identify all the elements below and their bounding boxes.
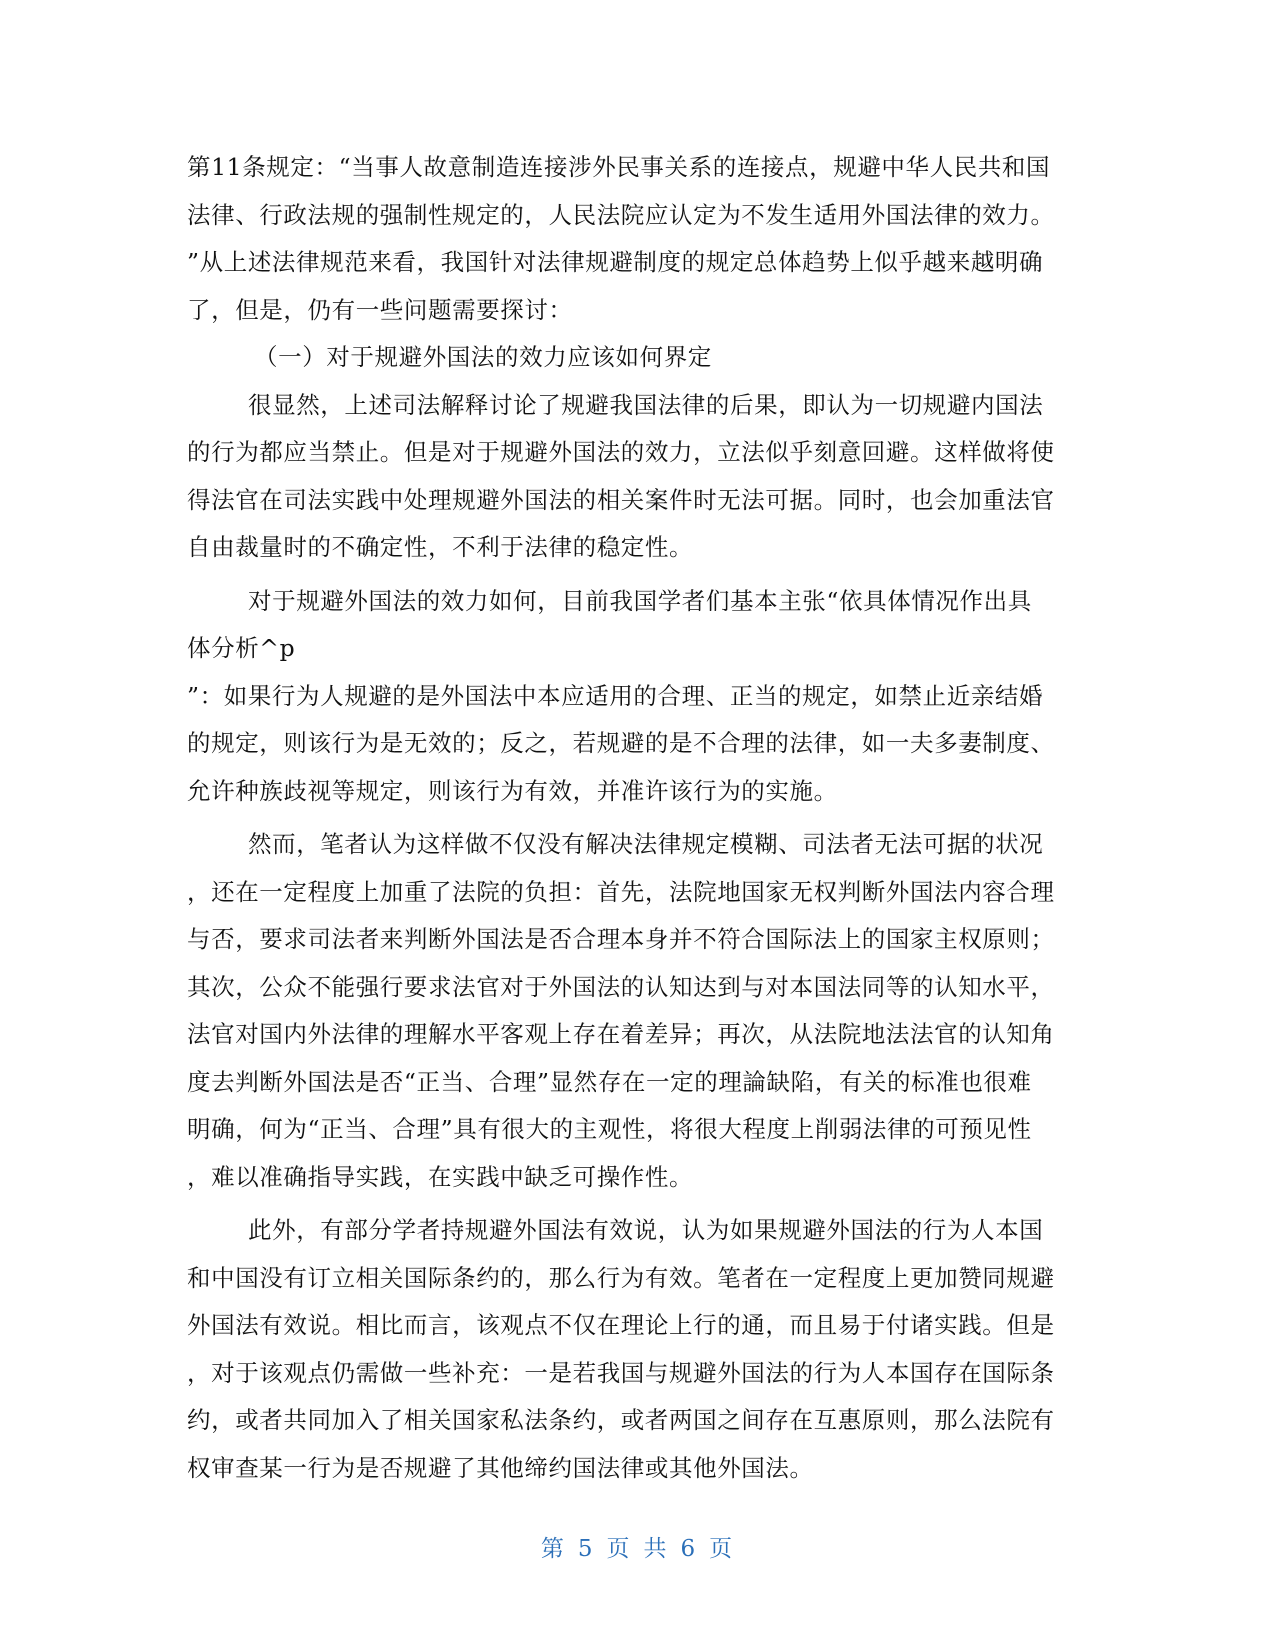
body-line: 很显然，上述司法解释讨论了规避我国法律的后果，即认为一切规避内国法	[248, 390, 1044, 419]
page-footer	[0, 1530, 1275, 1563]
body-line: 的规定，则该行为是无效的；反之，若规避的是不合理的法律，如一夫多妻制度、	[187, 729, 1055, 757]
body-line: 其次，公众不能强行要求法官对于外国法的认知达到与对本国法同等的认知水平，	[187, 972, 1055, 1001]
body-line: 得法官在司法实践中处理规避外国法的相关案件时无法可据。同时，也会加重法官	[187, 485, 1055, 514]
footer-suffix: 页	[709, 1536, 735, 1562]
body-line: ，还在一定程度上加重了法院的负担：首先，法院地国家无权判断外国法内容合理	[187, 877, 1055, 906]
body-line: 与否，要求司法者来判断外国法是否合理本身并不符合国际法上的国家主权原则；	[187, 925, 1055, 953]
body-line: 度去判断外国法是否“正当、合理”显然存在一定的理論缺陷，有关的标准也很难	[187, 1067, 1032, 1096]
body-line: 了，但是，仍有一些问题需要探讨：	[187, 295, 573, 324]
body-line: 自由裁量时的不确定性，不利于法律的稳定性。	[187, 533, 694, 561]
body-line: 此外，有部分学者持规避外国法有效说，认为如果规避外国法的行为人本国	[248, 1216, 1044, 1244]
body-line: 法官对国内外法律的理解水平客观上存在着差异；再次，从法院地法法官的认知角	[187, 1020, 1055, 1048]
body-line: 的行为都应当禁止。但是对于规避外国法的效力，立法似乎刻意回避。这样做将使	[187, 438, 1055, 466]
body-line: 明确，何为“正当、合理”具有很大的主观性，将很大程度上削弱法律的可预见性	[187, 1115, 1032, 1143]
body-line: 和中国没有订立相关国际条约的，那么行为有效。笔者在一定程度上更加赞同规避	[187, 1263, 1055, 1292]
body-line: ”从上述法律规范来看，我国针对法律规避制度的规定总体趋势上似乎越来越明确	[187, 248, 1044, 276]
body-line: 第11条规定：“当事人故意制造连接涉外民事关系的连接点，规避中华人民共和国	[187, 153, 1051, 181]
body-line: ，难以准确指导实践，在实践中缺乏可操作性。	[187, 1162, 694, 1191]
body-line: 法律、行政法规的强制性规定的，人民法院应认定为不发生适用外国法律的效力。	[187, 200, 1055, 229]
body-line: 权审查某一行为是否规避了其他缔约国法律或其他外国法。	[187, 1453, 814, 1482]
body-line: 外国法有效说。相比而言，该观点不仅在理论上行的通，而且易于付诸实践。但是	[187, 1311, 1055, 1339]
body-line: 允许种族歧视等规定，则该行为有效，并准许该行为的实施。	[187, 776, 838, 805]
footer-prefix: 第	[540, 1536, 566, 1562]
body-line: ，对于该观点仍需做一些补充：一是若我国与规避外国法的行为人本国存在国际条	[187, 1358, 1055, 1387]
footer-page-word: 页	[606, 1536, 632, 1562]
section-heading: （一）对于规避外国法的效力应该如何界定	[254, 343, 712, 371]
document-body	[187, 144, 1087, 1492]
body-line: 体分析^p	[187, 634, 296, 662]
body-line: 对于规避外国法的效力如何，目前我国学者们基本主张“依具体情况作出具	[248, 586, 1032, 615]
footer-total-pages: 6	[680, 1536, 698, 1562]
body-line: 然而，笔者认为这样做不仅没有解决法律规定模糊、司法者无法可据的状况	[248, 830, 1044, 858]
footer-current-page: 5	[577, 1536, 595, 1562]
body-line: ”：如果行为人规避的是外国法中本应适用的合理、正当的规定，如禁止近亲结婚	[187, 681, 1044, 710]
footer-total-word: 共	[643, 1536, 669, 1562]
body-line: 约，或者共同加入了相关国家私法条约，或者两国之间存在互惠原则，那么法院有	[187, 1406, 1055, 1434]
